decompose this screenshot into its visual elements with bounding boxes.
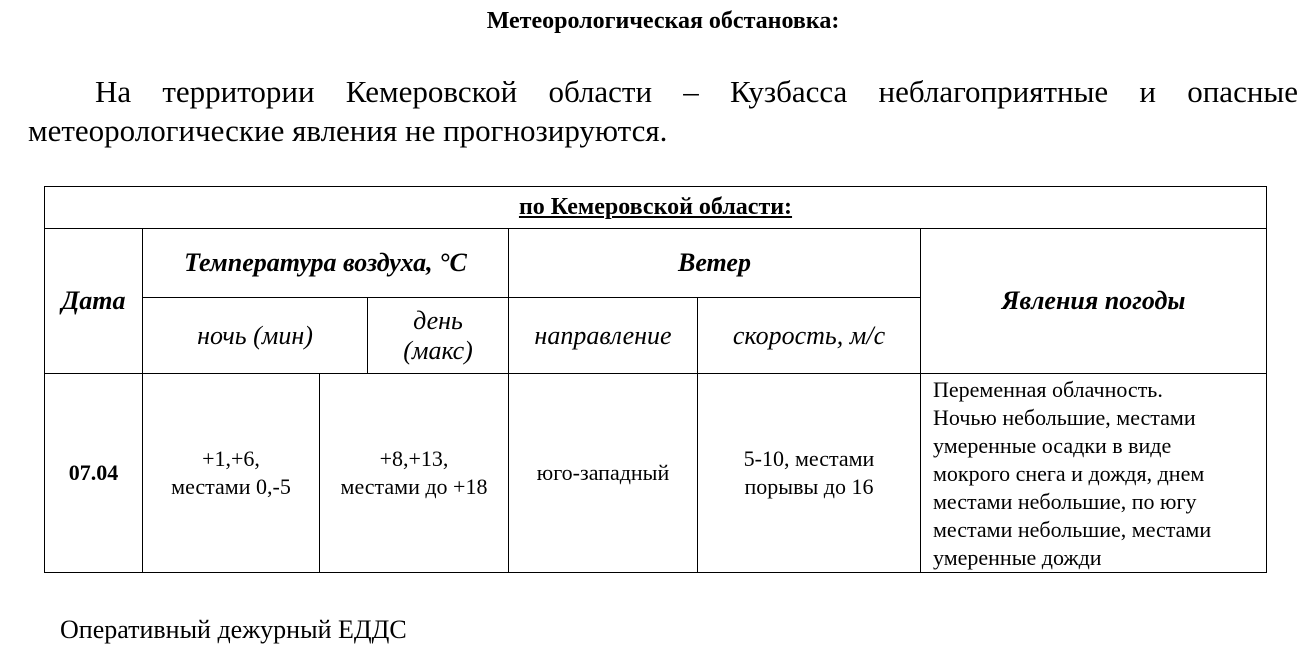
table-caption: [45, 187, 1267, 229]
cell-speed-line2: порывы до 16: [744, 474, 874, 499]
table-row: [45, 374, 1267, 573]
phenomena-line: мокрого снега и дождя, днем: [933, 461, 1205, 486]
phenomena-line: местами небольшие, местами: [933, 517, 1212, 542]
cell-speed-line1: 5-10, местами: [743, 446, 875, 471]
header-temperature: Температура воздуха, °С: [143, 229, 509, 298]
cell-night: [143, 374, 320, 573]
forecast-paragraph: На территории Кемеровской области – Кузбасса неблагоприятные и опасные метеорологические явления не прогнозируются.: [28, 74, 1298, 148]
header-direction: направление: [509, 298, 698, 374]
cell-date: 07.04: [45, 374, 143, 573]
header-wind: Ветер: [509, 229, 921, 298]
header-night: ночь (мин): [143, 298, 368, 374]
cell-day-line2: местами до +18: [340, 474, 488, 499]
header-day: день (макс): [368, 298, 509, 374]
phenomena-line: местами небольшие, по югу: [933, 489, 1197, 514]
cell-direction: юго-западный: [509, 374, 698, 573]
phenomena-line: Ночью небольшие, местами: [933, 405, 1196, 430]
cell-night-line1: +1,+6,: [202, 446, 260, 471]
header-speed: скорость, м/с: [698, 298, 921, 374]
table-caption-text: по Кемеровской области:: [518, 194, 793, 220]
header-phenomena: Явления погоды: [921, 229, 1267, 374]
document-title: Метеорологическая обстановка:: [486, 8, 840, 34]
phenomena-line: Переменная облачность.: [933, 377, 1163, 402]
header-date: Дата: [45, 229, 143, 374]
cell-phenomena: [921, 374, 1267, 573]
weather-table: [44, 186, 1267, 573]
phenomena-line: умеренные дожди: [933, 545, 1102, 570]
footer-signature: Оперативный дежурный ЕДДС: [60, 615, 407, 644]
cell-day: [320, 374, 509, 573]
phenomena-line: умеренные осадки в виде: [933, 433, 1172, 458]
cell-night-line2: местами 0,-5: [171, 474, 291, 499]
cell-day-line1: +8,+13,: [379, 446, 449, 471]
cell-speed: [698, 374, 921, 573]
